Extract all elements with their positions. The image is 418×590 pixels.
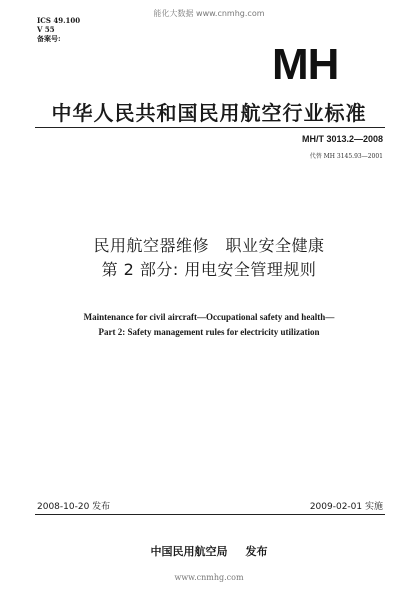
standard-code: MH/T 3013.2—2008 [301, 134, 383, 144]
english-title-line-2: Part 2: Safety management rules for electricity utilization [98, 327, 320, 337]
english-title-line-1: Maintenance for civil aircraft—Occupational safety and health— [83, 312, 335, 322]
publisher-name: 中国民用航空局 [150, 545, 228, 558]
watermark-top: 能化大数据 www.cnmhg.com [153, 9, 265, 18]
bottom-divider [35, 514, 385, 515]
publisher-line [0, 543, 418, 559]
filing-number-label: 备案号: [37, 34, 61, 43]
publisher-action: 发布 [245, 545, 268, 558]
chinese-title-line-2: 第 2 部分: 用电安全管理规则 [101, 260, 317, 279]
implementation-date: 2009-02-01 实施 [309, 502, 383, 512]
watermark-bottom: www.cnmhg.com [174, 573, 244, 582]
chinese-title-line-1: 民用航空器维修 职业安全健康 [93, 236, 325, 255]
standard-category-title: 中华人民共和国民用航空行业标准 [51, 101, 367, 125]
top-divider [35, 127, 385, 128]
issue-date: 2008-10-20 发布 [37, 502, 111, 512]
classification-code: V 55 [37, 25, 55, 34]
replaces-note: 代替 MH 3145.93—2001 [309, 153, 383, 160]
mh-logo: MH [272, 40, 339, 89]
ics-code: ICS 49.100 [37, 16, 81, 25]
